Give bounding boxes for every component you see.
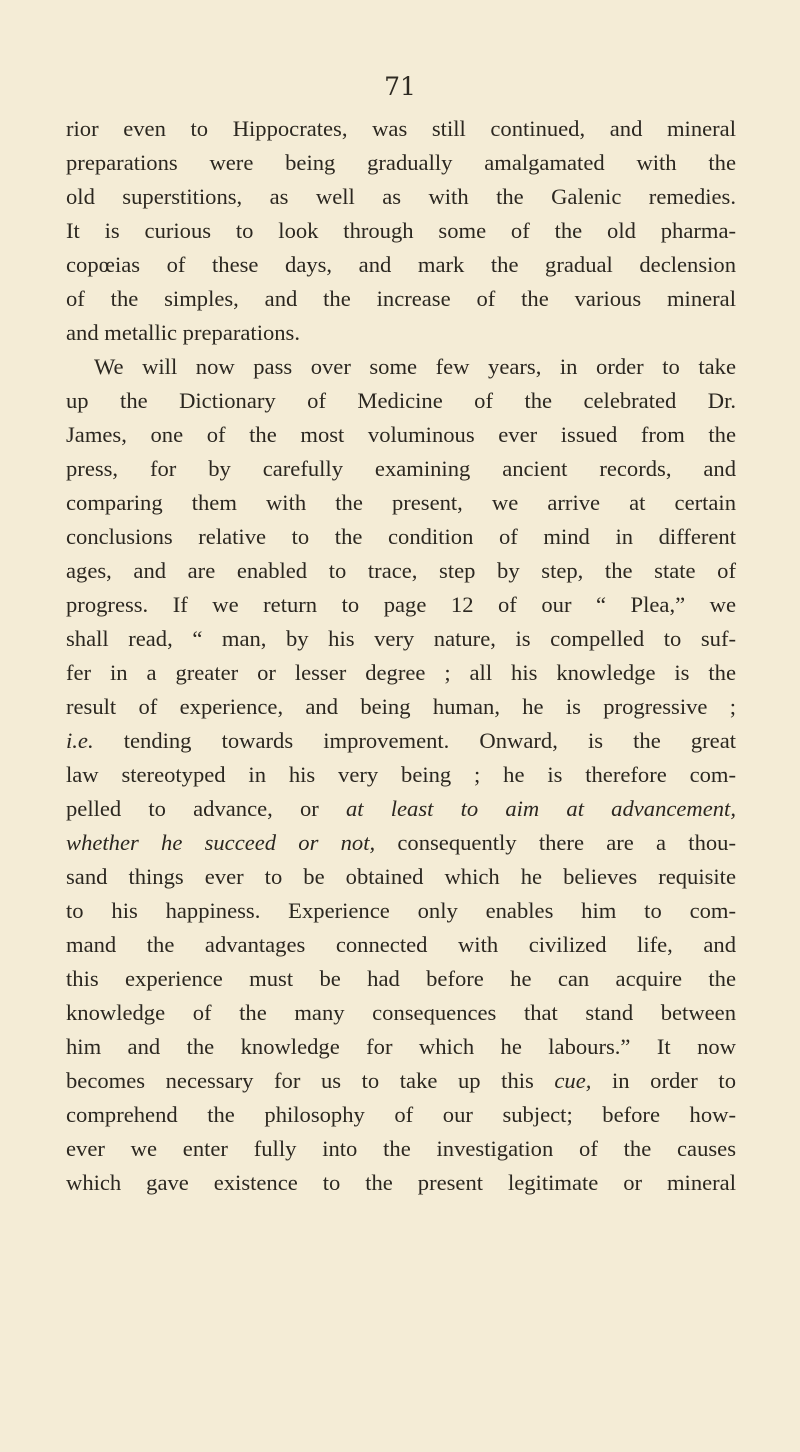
text-line: him and the knowledge for which he labours.” It now [66, 1034, 736, 1059]
text-line: old superstitions, as well as with the Galenic remedies. [66, 184, 736, 209]
text-line: comprehend the philosophy of our subject; before how- [66, 1102, 736, 1127]
text-segment: becomes necessary for us to take up this [66, 1068, 555, 1093]
text-line [66, 826, 736, 860]
text-line: ever we enter fully into the investigation of the causes [66, 1136, 736, 1161]
text-line: which gave existence to the present legitimate or mineral [66, 1170, 736, 1195]
text-line: press, for by carefully examining ancient records, and [66, 456, 736, 481]
text-segment: consequently there are a thou- [375, 830, 736, 855]
text-line: of the simples, and the increase of the various mineral [66, 286, 736, 311]
text-line: up the Dictionary of Medicine of the celebrated Dr. [66, 388, 736, 413]
text-line: conclusions relative to the condition of mind in different [66, 524, 736, 549]
text-line: this experience must be had before he can acquire the [66, 966, 736, 991]
text-line: preparations were being gradually amalgamated with the [66, 150, 736, 175]
text-line [66, 1064, 736, 1098]
text-line: sand things ever to be obtained which he believes requisite [66, 864, 736, 889]
text-line: fer in a greater or lesser degree ; all his knowledge is the [66, 660, 736, 685]
text-line: and metallic preparations. [66, 320, 301, 345]
text-line: law stereotyped in his very being ; he is therefore com- [66, 762, 736, 787]
body-text [66, 112, 736, 1200]
text-line: result of experience, and being human, he is progressive ; [66, 694, 736, 719]
text-line: It is curious to look through some of the old pharma- [66, 218, 736, 243]
text-segment: tending towards improvement. Onward, is the great [93, 728, 736, 753]
text-line: shall read, “ man, by his very nature, is compelled to suf- [66, 626, 736, 651]
text-line: copœias of these days, and mark the gradual declension [66, 252, 736, 277]
italic-text: i.e. [66, 728, 94, 753]
italic-text: at least to aim at advancement, [345, 796, 736, 821]
text-segment: pelled to advance, or [66, 796, 346, 821]
italic-text: cue, [554, 1068, 592, 1093]
text-line: to his happiness. Experience only enables him to com- [66, 898, 736, 923]
text-line: knowledge of the many consequences that stand between [66, 1000, 736, 1025]
text-line: We will now pass over some few years, in order to take [94, 354, 736, 379]
text-line: progress. If we return to page 12 of our “ Plea,” we [66, 592, 736, 617]
text-line: mand the advantages connected with civilized life, and [66, 932, 736, 957]
page-number: 71 [384, 72, 416, 101]
text-line: James, one of the most voluminous ever issued from the [66, 422, 736, 447]
text-line [66, 792, 736, 826]
text-line: rior even to Hippocrates, was still continued, and mineral [66, 116, 736, 141]
text-line: comparing them with the present, we arrive at certain [66, 490, 736, 515]
text-line: ages, and are enabled to trace, step by step, the state of [66, 558, 736, 583]
italic-text: whether he succeed or not, [66, 830, 376, 855]
text-line [66, 724, 736, 758]
text-segment: in order to [591, 1068, 736, 1093]
